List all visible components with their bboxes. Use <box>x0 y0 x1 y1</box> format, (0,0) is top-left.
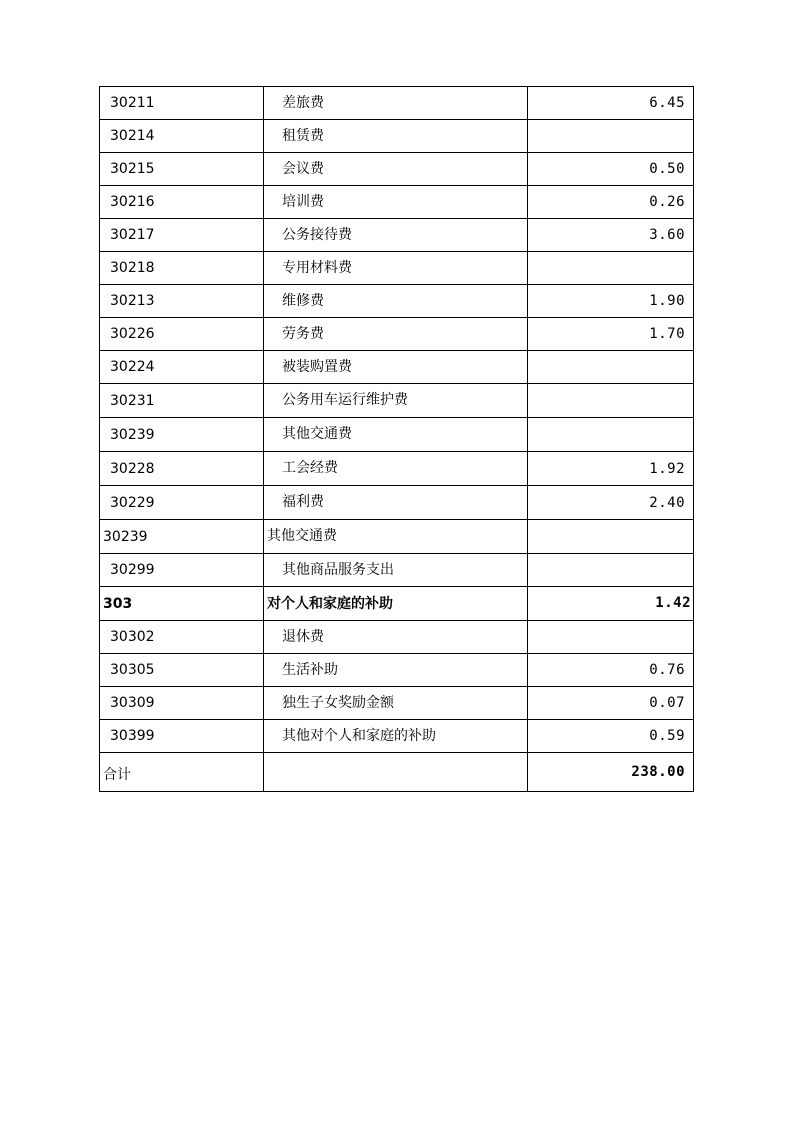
amount-cell <box>528 252 694 285</box>
amount-cell: 1.92 <box>528 452 694 486</box>
table-row <box>100 654 694 687</box>
expense-name-cell: 其他商品服务支出 <box>264 554 528 587</box>
table-row <box>100 153 694 186</box>
amount-cell: 0.50 <box>528 153 694 186</box>
amount-cell <box>528 554 694 587</box>
economic-code-cell: 30213 <box>100 285 264 318</box>
expense-name-cell: 差旅费 <box>264 87 528 120</box>
amount-cell <box>528 520 694 554</box>
category-code-cell: 303 <box>100 587 264 621</box>
amount-cell: 2.40 <box>528 486 694 520</box>
amount-cell <box>528 351 694 384</box>
expense-name-cell: 专用材料费 <box>264 252 528 285</box>
category-amount-cell: 1.42 <box>528 587 694 621</box>
table-row <box>100 87 694 120</box>
economic-code-cell: 30226 <box>100 318 264 351</box>
economic-code-cell: 30218 <box>100 252 264 285</box>
total-amount-cell: 238.00 <box>528 753 694 792</box>
table-row <box>100 120 694 153</box>
expense-name-cell: 生活补助 <box>264 654 528 687</box>
table-row <box>100 285 694 318</box>
expense-name-cell: 被装购置费 <box>264 351 528 384</box>
table-row <box>100 486 694 520</box>
expense-name-cell: 独生子女奖励金额 <box>264 687 528 720</box>
expense-name-cell: 其他对个人和家庭的补助 <box>264 720 528 753</box>
amount-cell: 1.70 <box>528 318 694 351</box>
amount-cell: 6.45 <box>528 87 694 120</box>
table-row <box>100 318 694 351</box>
economic-code-cell: 30231 <box>100 384 264 418</box>
economic-code-cell: 30399 <box>100 720 264 753</box>
table-row <box>100 219 694 252</box>
expense-name-cell: 维修费 <box>264 285 528 318</box>
table-row <box>100 452 694 486</box>
economic-code-cell: 30239 <box>100 520 264 554</box>
amount-cell: 0.59 <box>528 720 694 753</box>
expense-name-cell: 福利费 <box>264 486 528 520</box>
expense-name-cell: 培训费 <box>264 186 528 219</box>
economic-code-cell: 30211 <box>100 87 264 120</box>
expense-name-cell: 租赁费 <box>264 120 528 153</box>
amount-cell: 1.90 <box>528 285 694 318</box>
category-row <box>100 587 694 621</box>
table-row <box>100 384 694 418</box>
table-row <box>100 418 694 452</box>
expense-name-cell: 退休费 <box>264 621 528 654</box>
economic-code-cell: 30216 <box>100 186 264 219</box>
economic-code-cell: 30217 <box>100 219 264 252</box>
amount-cell <box>528 621 694 654</box>
budget-expenditure-table <box>99 86 694 792</box>
economic-code-cell: 30309 <box>100 687 264 720</box>
table-row <box>100 351 694 384</box>
economic-code-cell: 30214 <box>100 120 264 153</box>
amount-cell <box>528 418 694 452</box>
expense-name-cell: 其他交通费 <box>264 418 528 452</box>
economic-code-cell: 30239 <box>100 418 264 452</box>
table-row <box>100 621 694 654</box>
table-row <box>100 554 694 587</box>
amount-cell: 3.60 <box>528 219 694 252</box>
economic-code-cell: 30302 <box>100 621 264 654</box>
category-name-cell: 对个人和家庭的补助 <box>264 587 528 621</box>
amount-cell: 0.26 <box>528 186 694 219</box>
amount-cell <box>528 384 694 418</box>
amount-cell: 0.76 <box>528 654 694 687</box>
amount-cell: 0.07 <box>528 687 694 720</box>
economic-code-cell: 30228 <box>100 452 264 486</box>
amount-cell <box>528 120 694 153</box>
total-label-cell: 合计 <box>100 753 264 792</box>
expense-name-cell: 劳务费 <box>264 318 528 351</box>
economic-code-cell: 30224 <box>100 351 264 384</box>
expense-name-cell: 公务用车运行维护费 <box>264 384 528 418</box>
table-row <box>100 252 694 285</box>
table-row <box>100 687 694 720</box>
table-row <box>100 186 694 219</box>
expense-name-cell: 其他交通费 <box>264 520 528 554</box>
economic-code-cell: 30215 <box>100 153 264 186</box>
total-row <box>100 753 694 792</box>
total-name-cell <box>264 753 528 792</box>
table-row <box>100 720 694 753</box>
expense-name-cell: 会议费 <box>264 153 528 186</box>
expense-name-cell: 公务接待费 <box>264 219 528 252</box>
economic-code-cell: 30305 <box>100 654 264 687</box>
economic-code-cell: 30229 <box>100 486 264 520</box>
economic-code-cell: 30299 <box>100 554 264 587</box>
expense-name-cell: 工会经费 <box>264 452 528 486</box>
table-row <box>100 520 694 554</box>
